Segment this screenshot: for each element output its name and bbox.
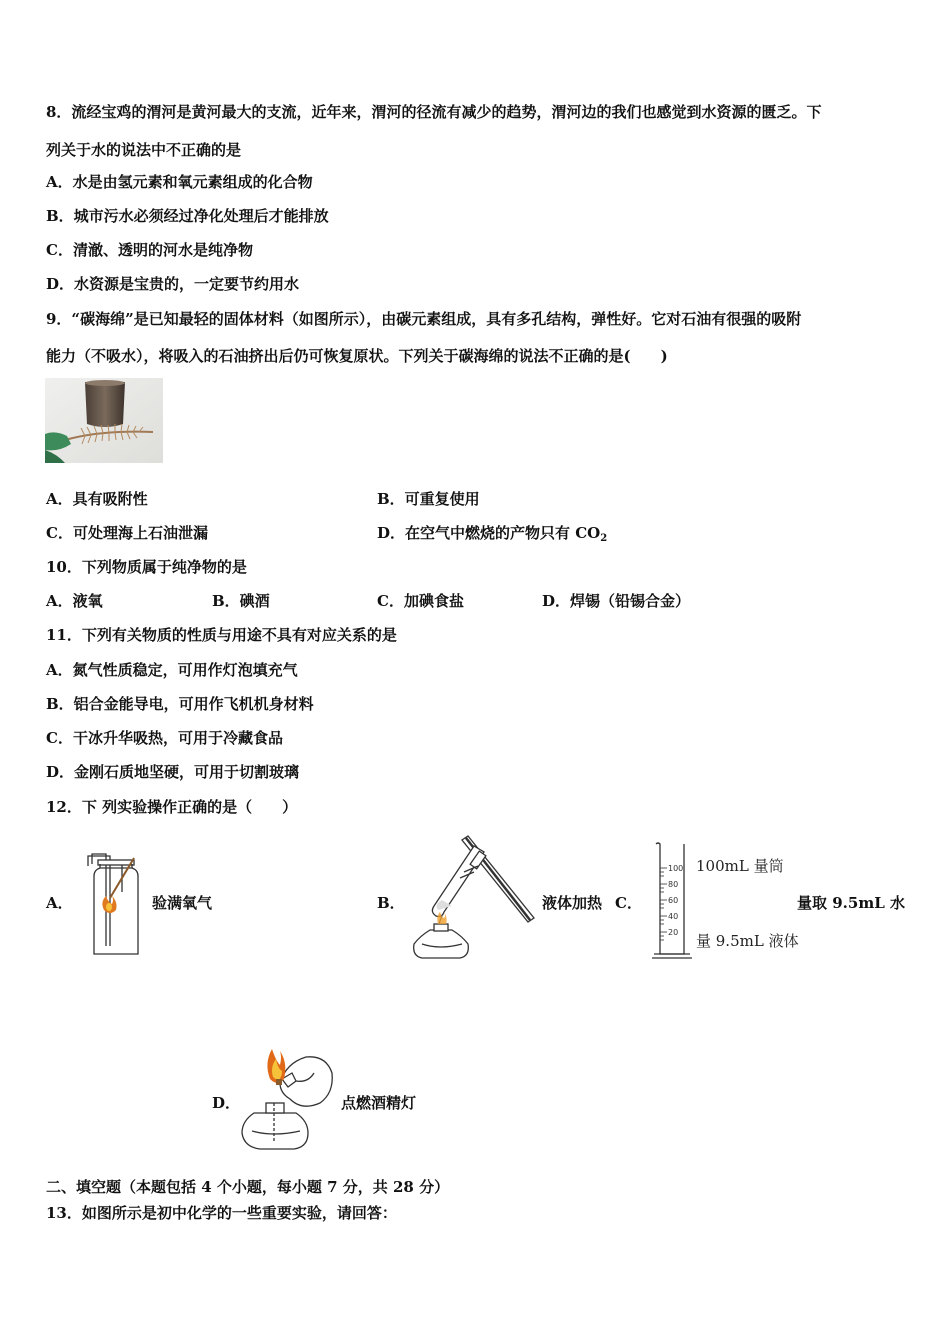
q11-option-d: D．金刚石质地坚硬，可用于切割玻璃 (46, 763, 300, 781)
q12-option-b-letter: B． (377, 894, 405, 912)
q8-option-c: C．清澈、透明的河水是纯净物 (46, 241, 253, 259)
q9-option-b: B．可重复使用 (377, 490, 480, 508)
q11-stem: 11．下列有关物质的性质与用途不具有对应关系的是 (46, 626, 397, 644)
cylinder-tick-60: 60 (668, 896, 679, 905)
q9-stem-line2: 能力（不吸水），将吸入的石油挤出后仍可恢复原状。下列关于碳海绵的说法不正确的是( ) (46, 347, 668, 365)
cylinder-tick-100: 100 (668, 864, 684, 873)
q12-c-label-bottom: 量 9.5mL 液体 (696, 932, 799, 950)
q9-stem-line1: 9．“碳海绵”是已知最轻的固体材料（如图所示），由碳元素组成，具有多孔结构，弹性好。它对石油有很强的吸附 (46, 310, 802, 328)
q11-option-b: B．铝合金能导电，可用作飞机机身材料 (46, 695, 314, 713)
q8-stem-line1: 8．流经宝鸡的渭河是黄河最大的支流，近年来，渭河的径流有减少的趋势，渭河边的我们也感觉到水资源的匮乏。下 (46, 103, 822, 121)
q12-option-c-caption: 量取 9.5mL 水 (797, 894, 905, 912)
q11-option-c: C．干冰升华吸热，可用于冷藏食品 (46, 729, 283, 747)
q12-option-b-caption: 液体加热 (542, 894, 603, 912)
q12-option-c-letter: C． (615, 894, 642, 912)
q8-stem-line2: 列关于水的说法中不正确的是 (46, 141, 242, 159)
q12-option-a-letter: A． (46, 894, 73, 912)
q10-option-b: B．碘酒 (212, 592, 270, 610)
cylinder-tick-80: 80 (668, 880, 679, 889)
q9-option-d: D．在空气中燃烧的产物只有 $CO_2$ (377, 524, 608, 544)
q12-option-d-letter: D． (212, 1094, 241, 1112)
q12-stem: 12．下 列实验操作正确的是（ ） (46, 798, 298, 816)
q12-option-d-caption: 点燃酒精灯 (341, 1094, 417, 1112)
lighting-alcohol-lamp-figure (236, 1043, 336, 1153)
q10-option-a: A．液氧 (46, 592, 103, 610)
q9-option-c: C．可处理海上石油泄漏 (46, 524, 208, 542)
q9-option-a: A．具有吸附性 (46, 490, 148, 508)
cylinder-tick-20: 20 (668, 928, 679, 937)
q10-option-d: D．焊锡（铅锡合金） (542, 592, 691, 610)
q10-option-c: C．加碘食盐 (377, 592, 464, 610)
q10-stem: 10．下列物质属于纯净物的是 (46, 558, 247, 576)
graduated-cylinder-figure (650, 840, 694, 962)
q12-option-a-caption: 验满氧气 (152, 894, 213, 912)
section2-heading: 二、填空题（本题包括 4 个小题，每小题 7 分，共 28 分） (46, 1178, 450, 1196)
carbon-sponge-photo (45, 378, 163, 463)
heating-liquid-figure (408, 832, 538, 962)
cylinder-tick-40: 40 (668, 912, 679, 921)
q8-option-b: B．城市污水必须经过净化处理后才能排放 (46, 207, 329, 225)
oxygen-test-bottle-figure (82, 852, 144, 956)
q11-option-a: A．氮气性质稳定，可用作灯泡填充气 (46, 661, 298, 679)
q13-stem: 13．如图所示是初中化学的一些重要实验，请回答： (46, 1204, 397, 1222)
q8-option-a: A．水是由氢元素和氧元素组成的化合物 (46, 173, 313, 191)
q8-option-d: D．水资源是宝贵的，一定要节约用水 (46, 275, 300, 293)
q12-c-label-top: 100mL 量筒 (696, 857, 784, 875)
